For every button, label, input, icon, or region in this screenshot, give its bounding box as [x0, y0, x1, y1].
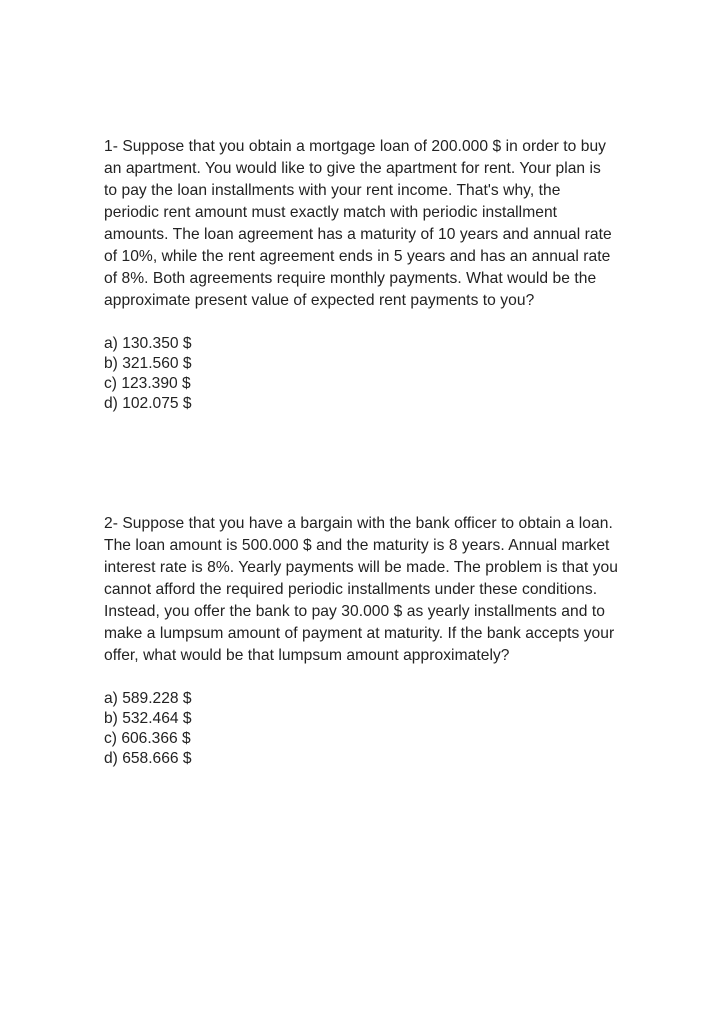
question-1-options: [104, 334, 684, 414]
question-2: [104, 513, 684, 769]
question-text-line: of 10%, while the rent agreement ends in 5 years and has an annual rate: [104, 248, 611, 265]
question-text-line: periodic rent amount must exactly match with periodic installment: [104, 204, 558, 221]
option-a: a) 130.350 $: [104, 335, 192, 352]
question-text-line: make a lumpsum amount of payment at maturity. If the bank accepts your: [104, 625, 615, 642]
option-c: c) 123.390 $: [104, 375, 191, 392]
question-text-line: The loan amount is 500.000 $ and the maturity is 8 years. Annual market: [104, 537, 610, 554]
question-text-line: to pay the loan installments with your rent income. That's why, the: [104, 182, 561, 199]
option-c: c) 606.366 $: [104, 730, 191, 747]
question-text-line: amounts. The loan agreement has a maturity of 10 years and annual rate: [104, 226, 612, 243]
question-2-text: [104, 513, 684, 667]
option-b: b) 532.464 $: [104, 710, 192, 727]
question-1-text: [104, 136, 684, 312]
question-text-line: 2- Suppose that you have a bargain with the bank officer to obtain a loan.: [104, 515, 613, 532]
question-text-line: interest rate is 8%. Yearly payments will be made. The problem is that you: [104, 559, 618, 576]
question-text-line: offer, what would be that lumpsum amount approximately?: [104, 647, 510, 664]
question-2-options: [104, 689, 684, 769]
option-d: d) 658.666 $: [104, 750, 192, 767]
question-1: [104, 136, 684, 414]
option-d: d) 102.075 $: [104, 395, 192, 412]
question-text-line: Instead, you offer the bank to pay 30.000 $ as yearly installments and to: [104, 603, 605, 620]
question-text-line: of 8%. Both agreements require monthly payments. What would be the: [104, 270, 597, 287]
option-b: b) 321.560 $: [104, 355, 192, 372]
question-text-line: cannot afford the required periodic installments under these conditions.: [104, 581, 598, 598]
question-text-line: an apartment. You would like to give the apartment for rent. Your plan is: [104, 160, 601, 177]
option-a: a) 589.228 $: [104, 690, 192, 707]
question-text-line: approximate present value of expected rent payments to you?: [104, 292, 535, 309]
question-text-line: 1- Suppose that you obtain a mortgage loan of 200.000 $ in order to buy: [104, 138, 607, 155]
